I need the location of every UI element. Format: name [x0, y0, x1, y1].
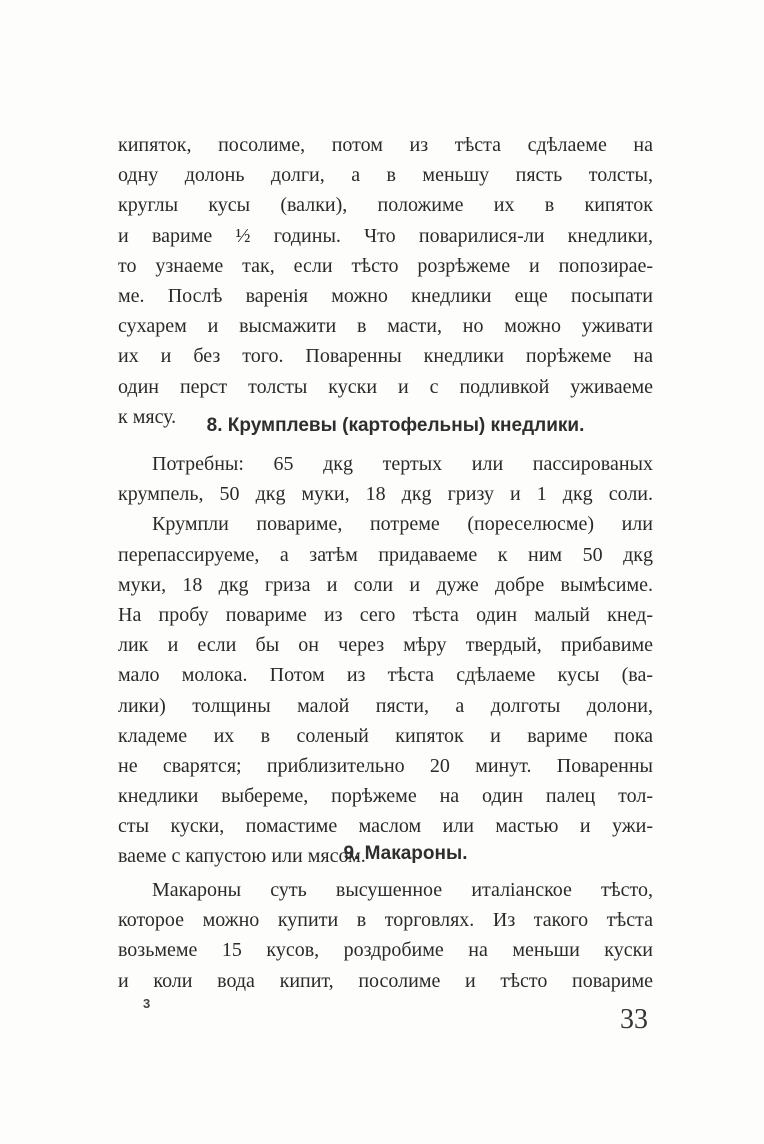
text-line: Потребны: 65 дкg тертых или пассированых: [152, 453, 653, 475]
text-line: муки, 18 дкg гриза и соли и дуже добре вымѣсиме.: [118, 573, 653, 596]
text-line: и вариме ½ годины. Что поварилися-ли кнедлики,: [118, 224, 653, 247]
text-line: мало молока. Потом из тѣста сдѣлаеме кусы (ва-: [118, 664, 653, 687]
text-line: крумпель, 50 дкg муки, 18 дкg гризу и 1 дкg соли.: [118, 483, 653, 506]
text-line: возьмеме 15 кусов, роздробиме на меньши куски: [118, 939, 653, 962]
text-line: к мясу.: [118, 405, 177, 428]
text-line: кладеме их в соленый кипяток и вариме пока: [118, 724, 653, 747]
text-line: Крумпли повариме, потреме (пореселюсме) или: [152, 513, 653, 536]
recipe-heading-9: 9. Макароны.: [343, 843, 468, 864]
text-line: и коли вода кипит, посолиме и тѣсто повариме: [118, 969, 653, 992]
text-line: один перст толсты куски и с подливкой уживаеме: [118, 375, 653, 398]
recipe-heading-8: 8. Крумплевы (картофельны) кнедлики.: [206, 415, 585, 436]
text-line: не сварятся; приблизительно 20 минут. Поваренны: [118, 754, 653, 777]
text-line: одну долонь долги, а в меньшу пясть толсты,: [118, 164, 653, 187]
text-line: Макароны суть высушенное италіанское тѣсто,: [152, 879, 653, 901]
text-line: круглы кусы (валки), положиме их в кипяток: [118, 194, 653, 217]
text-line: На пробу повариме из сего тѣста один малый кнед-: [118, 603, 653, 626]
text-line: лик и если бы он через мѣру твердый, прибавиме: [118, 634, 653, 657]
text-line: ме. Послѣ варенія можно кнедлики еще посыпати: [118, 284, 653, 307]
text-line: ваеме с капустою или мясом.: [118, 845, 366, 868]
text-line: то узнаеме так, если тѣсто розрѣжеме и попозирае-: [118, 254, 653, 277]
text-line: лики) толщины малой пясти, а долготы долони,: [118, 694, 653, 717]
text-line: сты куски, помастиме маслом или мастью и ужи-: [118, 815, 653, 838]
text-line: их и без того. Поваренны кнедлики порѣжеме на: [118, 345, 653, 368]
paragraph-continued: [118, 130, 653, 432]
recipe-8-body: [118, 449, 653, 872]
text-line: которое можно купити в торговлях. Из такого тѣста: [118, 909, 653, 932]
printer-signature-mark: 3: [143, 996, 151, 1011]
text-line: перепассируеме, а затѣм придаваеме к ним 50 дкg: [118, 543, 653, 566]
text-line: кнедлики выбереме, порѣжеме на один палец тол-: [118, 785, 653, 808]
page-number: 33: [620, 1004, 648, 1035]
recipe-9-body: [118, 875, 653, 996]
text-line: кипяток, посолиме, потом из тѣста сдѣлаеме на: [118, 134, 653, 156]
text-line: сухарем и высмажити в масти, но можно уживати: [118, 315, 653, 338]
